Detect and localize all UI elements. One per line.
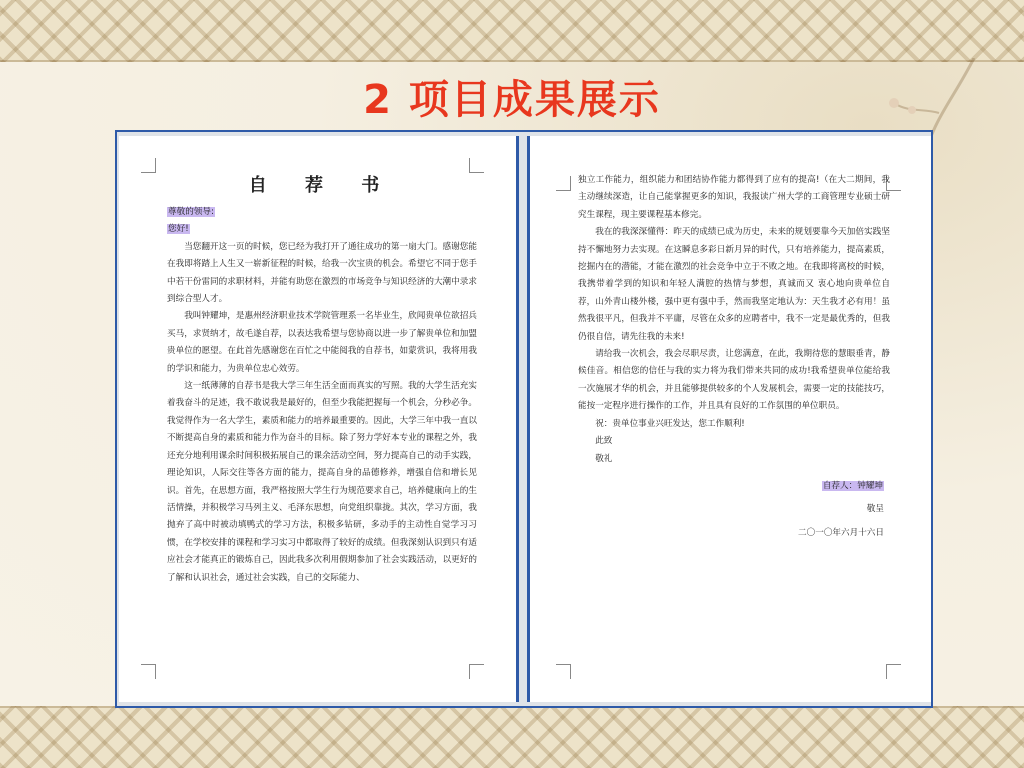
- margin-corner-mark: [141, 664, 156, 679]
- document-page-left: [119, 136, 519, 702]
- document-heading: 自 荐 书: [248, 175, 396, 196]
- date-line: 二〇一〇年六月十六日: [798, 527, 884, 538]
- margin-corner-mark: [886, 664, 901, 679]
- paragraph: 这一纸薄薄的自荐书是我大学三年生活全面而真实的写照。我的大学生活充实着我奋斗的足迹，我不敢说我是最好的，但至少我能把握每一个机会，分秒必争。我觉得作为一名大学生，素质和能力的培养最重要的。因此，大学三年中我一直以不断提高自身的素质和能力作为奋斗的目标。除了努力学好本专业的课程之外，我还充分地利用课余时间积极拓展自己的课余活动空间，努力提高自己的动手实践，理论知识，人际交往等各方面的能力，提高自身的品德修养，增强自信和增长见识。首先，在思想方面，我严格按照大学生行为规范要求自己，培养健康向上的生活情操，并积极学习马列主义、毛泽东思想，向党组织靠拢。其次，学习方面，我抛弃了高中时被动填鸭式的学习方法，积极多钻研，多动手的主动性自觉学习习惯，在学校安排的课程和学习实习中都取得了较好的成绩。但我深刻认识到只有适应社会才能真正的锻炼自己，因此我多次利用假期参加了社会实践活动，以更好的了解和认识社会，通过社会实践，自己的交际能力、: [167, 381, 477, 583]
- slide-title: 2 项目成果展示: [363, 77, 661, 123]
- closing-line: 此致: [595, 436, 613, 447]
- respect-line: 敬呈: [866, 504, 884, 515]
- margin-corner-mark: [469, 664, 484, 679]
- document-viewer: [115, 130, 933, 708]
- paragraph: 我在的我深深懂得：昨天的成绩已成为历史，未来的规划要靠今天加倍实践坚持不懈地努力去实现。在这瞬息多彩日新月异的时代，只有培养能力，提高素质，挖掘内在的潜能，才能在激烈的社会竞争中立于不败之地。在我即将离校的时候，我携带着学到的知识和年轻人满腔的热情与梦想，真诚而又 衷心地向贵单位自荐，山外青山楼外楼，强中更有强中手，然而我坚定地认为：天生我才必有用！虽然我很平凡，但我并不平庸，尽管在众多的应聘者中，我不一定是最优秀的，但我仍很自信，请先往我的未来!: [578, 227, 890, 342]
- paragraph: 我叫钟耀坤，是惠州经济职业技术学院管理系一名毕业生，欣闻贵单位欲招兵买马，求贤纳才，故毛遂自荐，以表达我希望与您协商以进一步了解贵单位和加盟贵单位的愿望。在此首先感谢您在百忙之中能阅我的自荐书，如蒙赏识，我将用我的学识和能力，为贵单位忠心效劳。: [167, 311, 477, 374]
- greeting-text: 您好!: [168, 224, 189, 235]
- document-page-right: [527, 136, 931, 702]
- margin-corner-mark: [556, 664, 571, 679]
- decorative-top-border: [0, 0, 1024, 62]
- paragraph: 请给我一次机会，我会尽职尽责，让您满意，在此，我期待您的慧眼垂青，静候佳音。相信您的信任与我的实力将为我们带来共同的成功!我希望贵单位能给我一次施展才华的机会，并且能够提供较多的个人发展机会，需要一定的技能技巧，能按一定程序进行操作的工作，并且具有良好的工作氛围的单位职员。: [578, 349, 890, 412]
- margin-corner-mark: [556, 176, 571, 191]
- closing-line: 敬礼: [595, 453, 613, 464]
- decorative-bottom-border: [0, 706, 1024, 768]
- signature-text: 自荐人：钟耀坤: [822, 480, 883, 491]
- paragraph: 独立工作能力，组织能力和团结协作能力都得到了应有的提高!（在大二期间，我主动继续深造，让自己能掌握更多的知识，我报读广州大学的工商管理专业硕士研究生课程，现主要课程基本修完。: [578, 175, 890, 220]
- left-page-content: [167, 168, 477, 587]
- signature-line: [578, 478, 890, 495]
- paragraph: 当您翻开这一页的时候，您已经为我打开了通往成功的第一扇大门。感谢您能在我即将踏上人生又一崭新征程的时候，给我一次宝贵的机会。希望它不同于您手中若干份雷同的求职材料，并能有助您在激烈的市场竞争与知识经济的大潮中录求到综合型人才。: [167, 241, 477, 305]
- greeting-line: [167, 221, 477, 238]
- right-page-content: [578, 172, 890, 542]
- salutation-line: [167, 204, 477, 221]
- salutation-text: 尊敬的领导:: [168, 207, 214, 217]
- wish-line: 祝：贵单位事业兴旺发达，您工作顺利!: [595, 418, 745, 429]
- margin-corner-mark: [141, 158, 156, 173]
